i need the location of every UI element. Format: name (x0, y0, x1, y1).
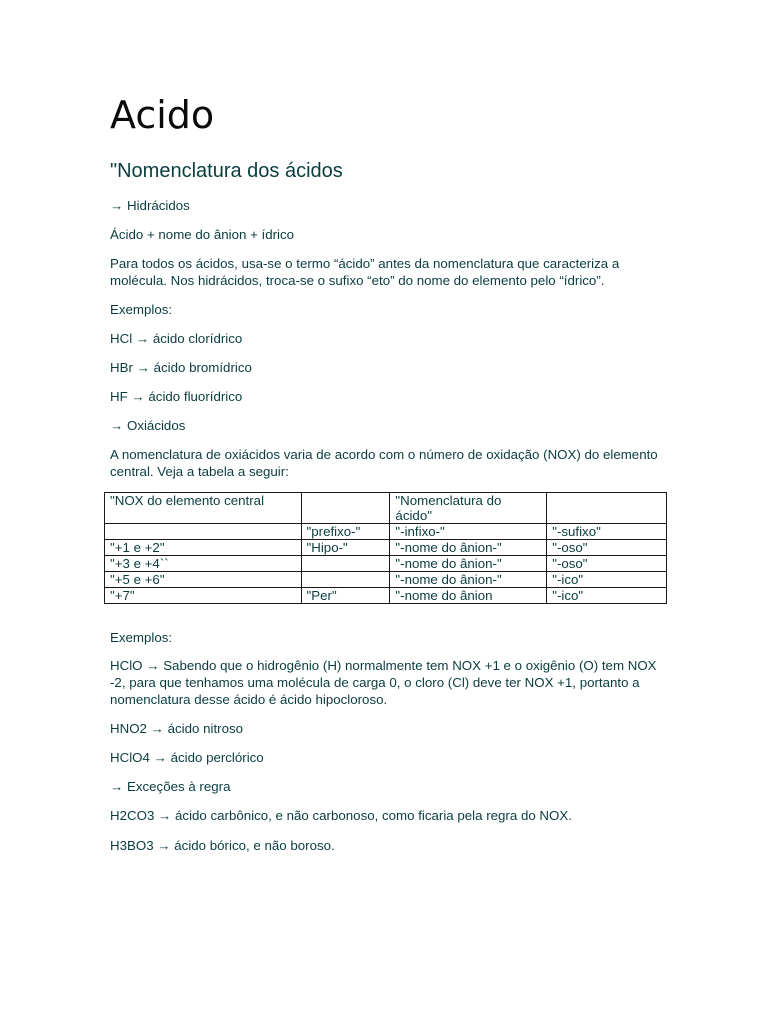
hidracidos-heading: → Hidrácidos (110, 198, 190, 213)
table-cell (547, 493, 667, 524)
example-hno2: HNO2 → ácido nitroso (110, 721, 244, 736)
table-row (105, 572, 667, 588)
table-cell: "Per" (301, 588, 390, 604)
table-cell: "-nome do ânion-" (390, 540, 547, 556)
table-cell: "-sufixo" (547, 524, 667, 540)
table-cell (301, 556, 390, 572)
table-header-row (105, 493, 667, 524)
table-cell: "-oso" (547, 540, 667, 556)
table-cell: "+1 e +2" (105, 540, 302, 556)
table-row (105, 556, 667, 572)
example-hf: HF → ácido fluorídrico (110, 389, 243, 404)
table-cell: "-nome do ânion (390, 588, 547, 604)
table-cell: "-oso" (547, 556, 667, 572)
nox-nomenclature-table (104, 492, 667, 604)
example-h3bo3: H3BO3 → ácido bórico, e não boroso. (110, 838, 335, 853)
table-cell (301, 493, 390, 524)
example-hbr: HBr → ácido bromídrico (110, 360, 252, 375)
examples-label: Exemplos: (110, 302, 173, 317)
excecoes-heading: → Exceções à regra (110, 779, 231, 794)
examples-label: Exemplos: (110, 630, 173, 645)
table-row (105, 588, 667, 604)
table-cell: "Hipo-" (301, 540, 390, 556)
example-hclo4: HClO4 → ácido perclórico (110, 750, 264, 765)
table-cell (105, 524, 302, 540)
example-hcl: HCl → ácido clorídrico (110, 331, 243, 346)
table-cell: "-nome do ânion-" (390, 556, 547, 572)
table-cell: "+5 e +6" (105, 572, 302, 588)
table-cell: "NOX do elemento central (105, 493, 302, 524)
document-subtitle: "Nomenclatura dos ácidos (110, 160, 343, 182)
example-h2co3: H2CO3 → ácido carbônico, e não carbonoso, como ficaria pela regra do NOX. (110, 808, 572, 823)
table-cell: "+7" (105, 588, 302, 604)
table-row (105, 540, 667, 556)
oxiacidos-description: A nomenclatura de oxiácidos varia de acordo com o número de oxidação (NOX) do elemento central. Veja a tabela a seguir: (110, 447, 658, 479)
table-cell: "Nomenclatura do ácido" (390, 493, 547, 524)
table-cell: "-ico" (547, 572, 667, 588)
table-cell: "+3 e +4`` (105, 556, 302, 572)
hidracidos-formula: Ácido + nome do ânion + ídrico (110, 227, 295, 242)
hidracidos-description: Para todos os ácidos, usa-se o termo “ácido” antes da nomenclatura que caracteriza a molécula. Nos hidrácidos, troca-se o sufixo “eto” do nome do elemento pelo “ídrico”. (110, 256, 620, 288)
table-cell: "-ico" (547, 588, 667, 604)
table-cell: "-nome do ânion-" (390, 572, 547, 588)
table-cell (301, 572, 390, 588)
table-subheader-row (105, 524, 667, 540)
example-hclo: HClO → Sabendo que o hidrogênio (H) normalmente tem NOX +1 e o oxigênio (O) tem NOX -2, para que tenhamos uma molécula de carga 0, o cloro (Cl) deve ter NOX +1, portanto a nomenclatura desse ácido é ácido hipocloroso. (110, 658, 657, 707)
document-title: Acido (110, 93, 215, 137)
table-cell: "-infixo-" (390, 524, 547, 540)
oxiacidos-heading: → Oxiácidos (110, 418, 186, 433)
table-cell: "prefixo-" (301, 524, 390, 540)
